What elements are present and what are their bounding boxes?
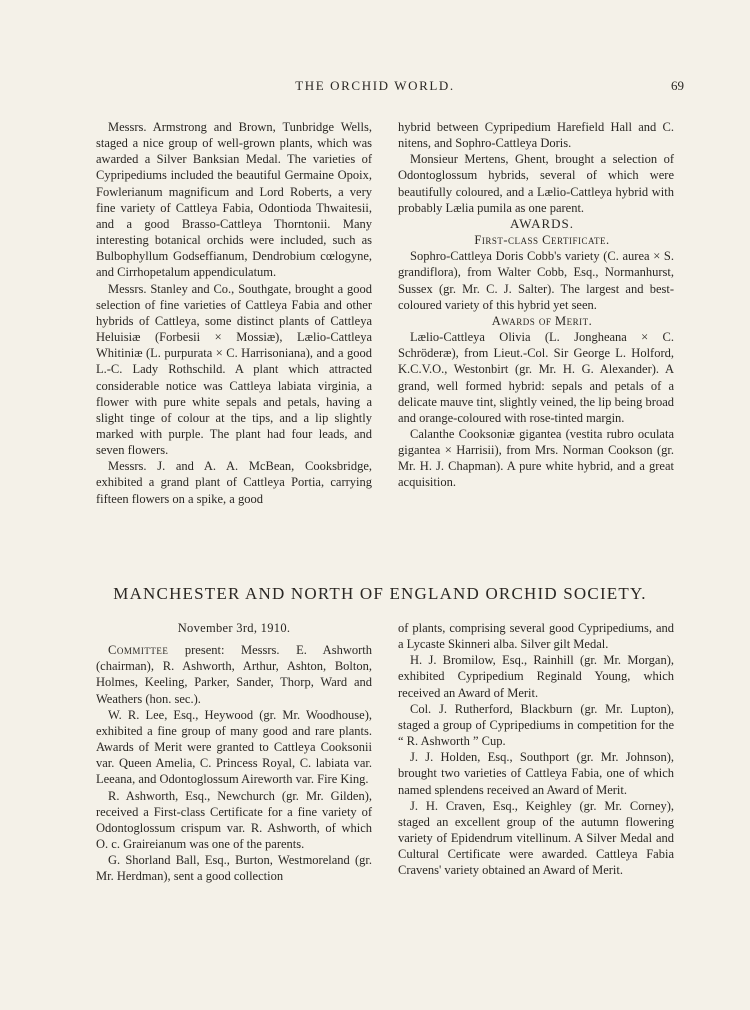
- paragraph: Calanthe Cooksoniæ gigantea (vestita rubro oculata gigantea × Harrisii), from Mrs. Norman Cookson (gr. Mr. H. J. Chapman). A pure white hybrid, and a great acquisition.: [398, 426, 674, 490]
- meeting-date: November 3rd, 1910.: [177, 621, 291, 635]
- paragraph: H. J. Bromilow, Esq., Rainhill (gr. Mr. Morgan), exhibited Cypripedium Reginald Young, which received an Award of Merit.: [398, 653, 674, 700]
- paragraph: hybrid between Cypripedium Harefield Hall and C. nitens, and Sophro-Cattleya Doris.: [398, 120, 674, 151]
- committee-paragraph: [96, 642, 372, 707]
- committee-label: Committee: [108, 643, 169, 658]
- paragraph: Messrs. Armstrong and Brown, Tunbridge Wells, staged a nice group of well-grown plants, which was awarded a Silver Banksian Medal. The varieties of Cypripediums included the beautiful Germaine Opoix, Fowlerianum magnificum and Lord Roberts, a very fine variety of Cattleya Fabia, Odontioda Thwaitesii, and a good Brasso-Cattleya Thorntonii. Many interesting botanical orchids were included, such as Bulbophyllum Godseffianum, Dendrobium cœlogyne, and Cirrhopetalum appendiculatum.: [96, 120, 372, 280]
- paragraph: J. H. Craven, Esq., Keighley (gr. Mr. Corney), staged an excellent group of the autumn flowering variety of Epidendrum vitellinum. A Silver Medal and Cultural Certificate were awarded. Cattleya Fabia Cravens' variety obtained an Award of Merit.: [398, 798, 674, 878]
- paragraph: Monsieur Mertens, Ghent, brought a selection of Odontoglossum hybrids, several of which were beautifully coloured, and a Lælio-Cattleya hybrid with probably Lælia pumila as one parent.: [398, 152, 674, 215]
- top-right-column: [398, 119, 674, 491]
- awards-of-merit-heading: Awards of Merit.: [491, 313, 593, 328]
- paragraph: Col. J. Rutherford, Blackburn (gr. Mr. Lupton), staged a group of Cypripediums in competition for the “ R. Ashworth ” Cup.: [398, 701, 674, 749]
- bottom-right-column: [398, 620, 674, 879]
- paragraph: G. Shorland Ball, Esq., Burton, Westmoreland (gr. Mr. Herdman), sent a good collection: [96, 853, 372, 884]
- committee-text: present: Messrs. E. Ashworth (chairman), R. Ashworth, Arthur, Ashton, Bolton, Holmes, Keeling, Parker, Sander, Thorp, Ward and Weathers (hon. sec.).: [96, 643, 372, 706]
- running-title: THE ORCHID WORLD.: [295, 78, 455, 93]
- bottom-left-column: [96, 620, 372, 885]
- page-number: 69: [671, 78, 684, 93]
- paragraph: W. R. Lee, Esq., Heywood (gr. Mr. Woodhouse), exhibited a fine group of many good and rare plants. Awards of Merit were granted to Cattleya Cooksonii var. Queen Amelia, C. Princess Royal, C. labiata var. Leeana, and Odontoglossum Aireworth var. Fire King.: [96, 707, 372, 787]
- paragraph: J. J. Holden, Esq., Southport (gr. Mr. Johnson), brought two varieties of Cattleya Fabia, one of which named splendens received an Award of Merit.: [398, 750, 674, 797]
- top-left-column: [96, 119, 372, 507]
- paragraph: Messrs. J. and A. A. McBean, Cooksbridge, exhibited a grand plant of Cattleya Portia, carrying fifteen flowers on a spike, a good: [96, 459, 372, 506]
- paragraph: Messrs. Stanley and Co., Southgate, brought a good selection of fine varieties of Cattleya Fabia and other hybrids of Cattleya, some distinct plants of Cattleya Heluisiæ (Forbesii × Mossiæ), Lælio-Cattleya Whitiniæ (L. purpurata × C. Harrisoniana), and a good L.-C. Lady Rothschild. A plant which attracted considerable notice was Cattleya labiata virginia, a flower with pure white sepals and petals, having a slight tinge of colour at the tips, and a lip slightly marked with purple. The plant had four leads, and seven flowers.: [96, 281, 372, 458]
- first-class-certificate-heading: First-class Certificate.: [474, 233, 610, 248]
- paragraph: Lælio-Cattleya Olivia (L. Jongheana × C. Schröderæ), from Lieut.-Col. Sir George L. Holford, K.C.V.O., Westonbirt (gr. Mr. H. G. Alexander). A grand, well formed hybrid: sepals and petals of a delicate mauve tint, slightly veined, the lip being broad and orange-coloured with rose-tinted margin.: [398, 330, 674, 425]
- paragraph: of plants, comprising several good Cypripediums, and a Lycaste Skinneri alba. Silver gilt Medal.: [398, 621, 674, 652]
- page-header: [0, 78, 750, 98]
- section-heading: MANCHESTER AND NORTH OF ENGLAND ORCHID SOCIETY.: [113, 584, 647, 603]
- paragraph: R. Ashworth, Esq., Newchurch (gr. Mr. Gilden), received a First-class Certificate for a fine variety of Odontoglossum crispum var. R. Ashworth, of which O. c. Graireianum was one of the parents.: [96, 788, 372, 852]
- paragraph: Sophro-Cattleya Doris Cobb's variety (C. aurea × S. grandiflora), from Walter Cobb, Esq., Normanhurst, Sussex (gr. Mr. C. J. Salter). The largest and best-coloured variety of this hybrid yet seen.: [398, 249, 674, 312]
- awards-heading: AWARDS.: [509, 215, 575, 231]
